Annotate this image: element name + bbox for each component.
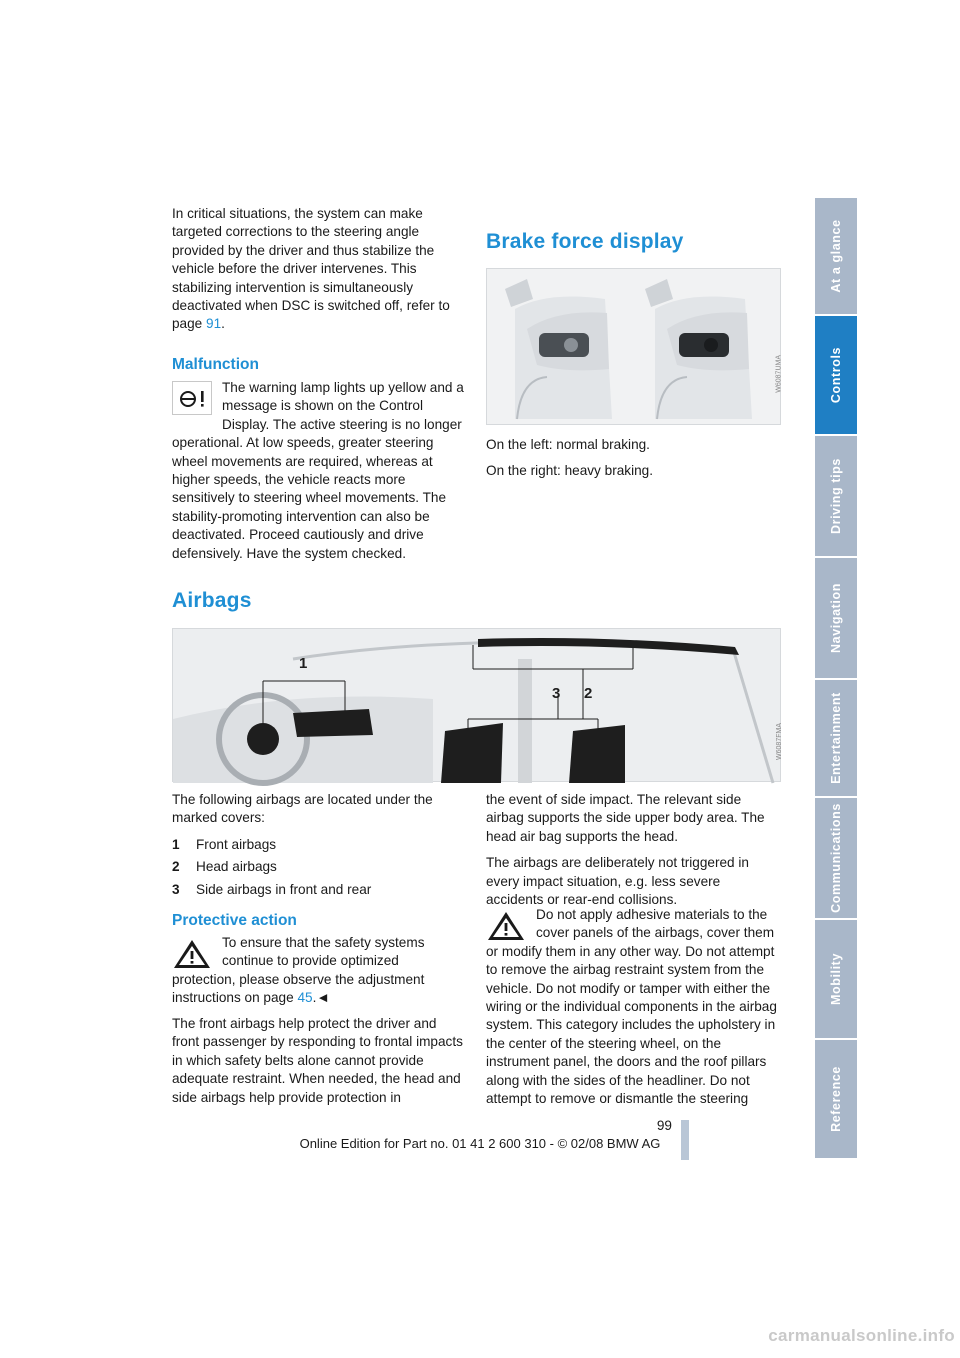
edition-footer: Online Edition for Part no. 01 41 2 600 310 - © 02/08 BMW AG — [299, 1136, 661, 1151]
list-item: 3 Side airbags in front and rear — [172, 881, 372, 897]
protective-action-heading: Protective action — [172, 912, 297, 929]
image-code: W6087FMA — [776, 723, 783, 760]
tab-entertainment[interactable]: Entertainment — [815, 680, 857, 798]
malfunction-heading: Malfunction — [172, 356, 259, 373]
brake-force-heading: Brake force display — [486, 230, 684, 253]
callout-1: 1 — [299, 655, 308, 672]
airbags-left-column — [172, 791, 464, 903]
airbags-illustration — [172, 628, 781, 782]
tab-controls[interactable]: Controls — [815, 316, 857, 436]
malfunction-paragraph: The warning lamp lights up yellow and a message is shown on the Control Display. The active steering is no longer operational. At low speeds, greater steering wheel movements are required, whereas at higher speeds, the vehicle reacts more sensitively to steering wheel movements. The stability-promoting intervention can also be deactivated. Proceed cautiously and drive defensively. Have the system checked. — [172, 380, 464, 561]
protective-warning: To ensure that the safety systems continue to provide optimized protection, please observe the adjustment instructions on page 45.◄ — [172, 935, 425, 1006]
brake-captions — [486, 436, 781, 489]
tab-driving-tips[interactable]: Driving tips — [815, 436, 857, 558]
airbags-heading: Airbags — [172, 589, 252, 612]
front-airbags-paragraph: The front airbags help protect the driver and front passenger by responding to frontal impacts in which safety belts alone cannot provide adequate restraint. When needed, the head and side airbags help provide protection in — [172, 1016, 463, 1105]
tab-reference[interactable]: Reference — [815, 1040, 857, 1160]
image-code: W6087UMA — [776, 355, 783, 393]
list-item: 1 Front airbags — [172, 836, 277, 852]
airbags-right-column — [486, 791, 781, 917]
page-number: 99 — [656, 1118, 672, 1133]
not-triggered-paragraph: The airbags are deliberately not triggered in every impact situation, e.g. less severe accidents or rear-end collisions. — [486, 855, 749, 908]
airbags-intro: The following airbags are located under the marked covers: — [172, 792, 433, 826]
callout-2: 2 — [584, 685, 593, 702]
tab-communications[interactable]: Communications — [815, 798, 857, 920]
page-link-91[interactable]: 91 — [206, 316, 222, 332]
watermark: carmanualsonline.info — [768, 1326, 955, 1345]
caption-normal-braking: On the left: normal braking. — [486, 437, 650, 452]
list-item: 2 Head airbags — [172, 859, 277, 875]
callout-3: 3 — [552, 685, 561, 702]
side-airbag-paragraph: the event of side impact. The relevant side airbag supports the side upper body area. The head air bag supports the head. — [486, 792, 765, 844]
brake-lights-illustration — [486, 268, 781, 425]
intro-paragraph: In critical situations, the system can make targeted corrections to the steering angle provided by the driver and thus stabilize the vehicle before the driver intervenes. This stabilizing intervention is simultaneously deactivated when DSC is switched off, refer to page 91. — [172, 206, 450, 332]
tab-at-a-glance[interactable]: At a glance — [815, 198, 857, 316]
caption-heavy-braking: On the right: heavy braking. — [486, 463, 653, 479]
adhesive-warning: Do not apply adhesive materials to the cover panels of the airbags, cover them or modify them in any other way. Do not attempt to remove the airbag restraint system from the vehicle. Do not modify or tamper with either the wiring or the individual components in the airbag system. This category includes the upholstery in the center of the steering wheel, on the instrument panel, the doors and the roof pillars along with the sides of the headliner. Do not attempt to remove or dismantle the steering — [486, 907, 777, 1107]
tab-mobility[interactable]: Mobility — [815, 920, 857, 1040]
tab-navigation[interactable]: Navigation — [815, 558, 857, 680]
chapter-sidebar — [815, 198, 857, 1160]
page-link-45[interactable]: 45 — [297, 990, 313, 1006]
